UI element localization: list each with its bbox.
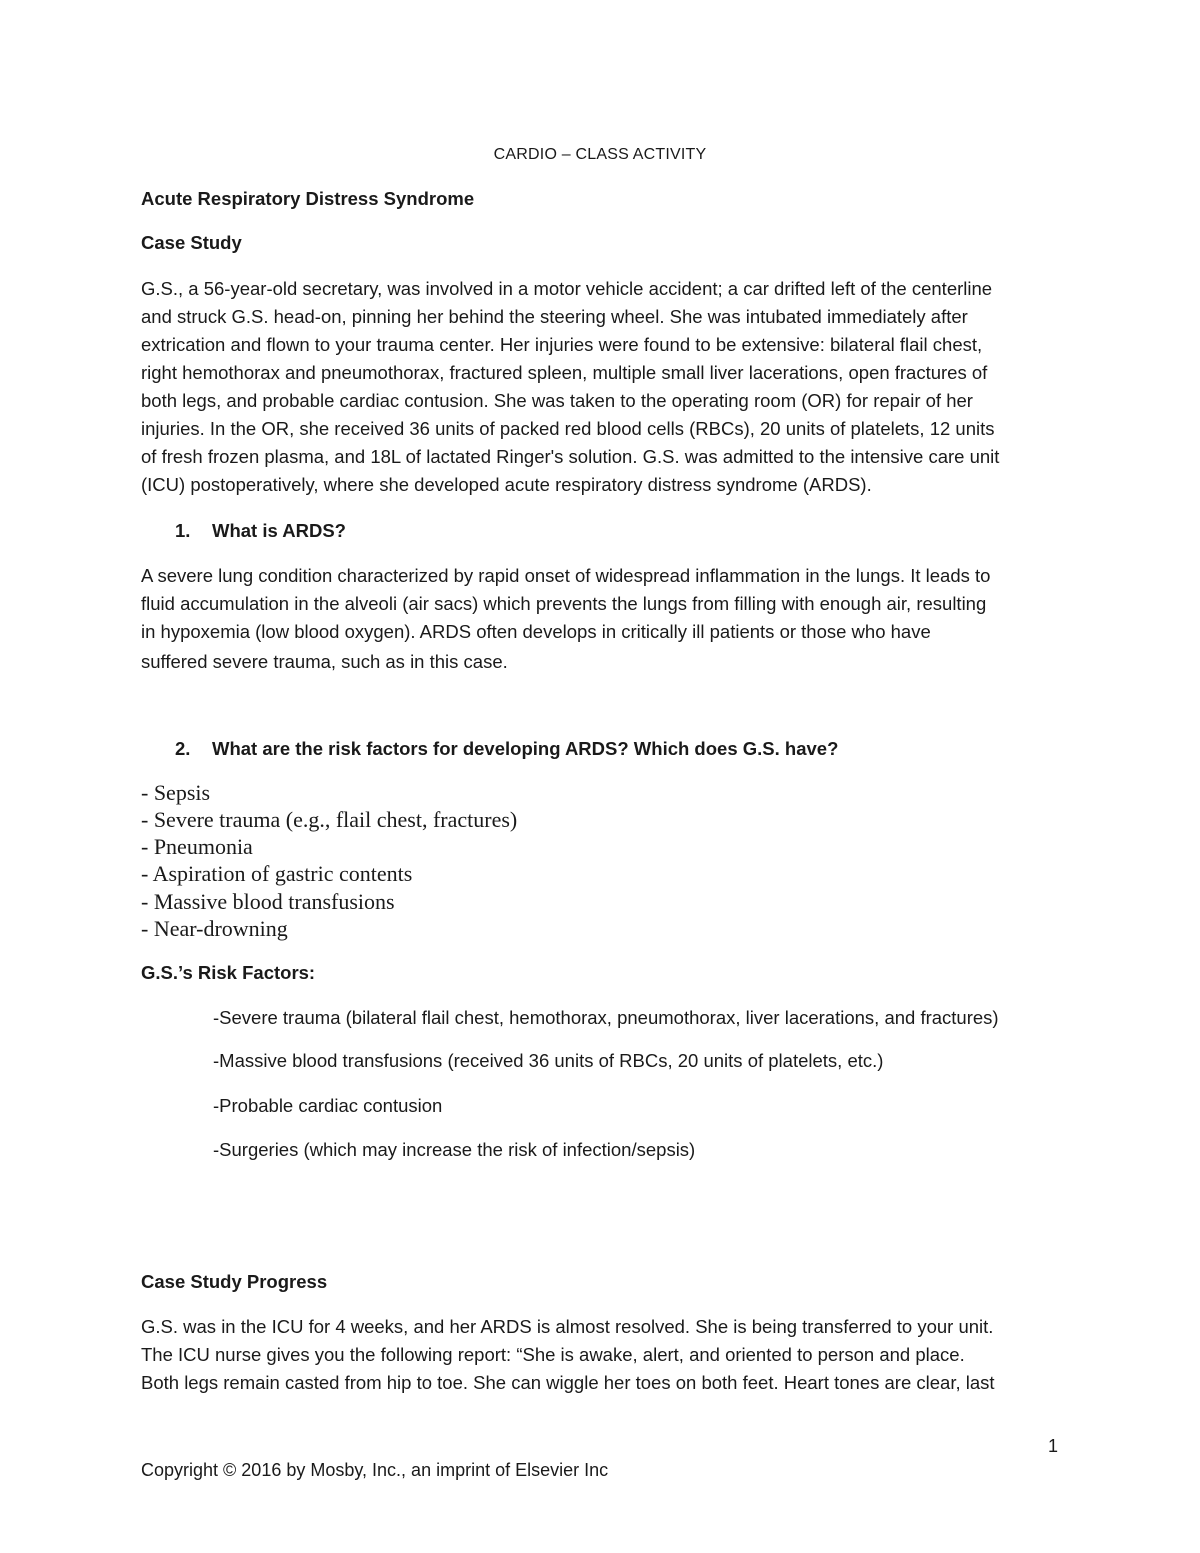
case-study-label: Case Study — [141, 232, 242, 253]
answer-line: A severe lung condition characterized by rapid onset of widespread inflammation in the lungs. It leads to — [141, 565, 991, 586]
progress-line: Both legs remain casted from hip to toe. She can wiggle her toes on both feet. Heart tones are clear, last — [141, 1372, 995, 1393]
answer-line: suffered severe trauma, such as in this case. — [141, 651, 508, 672]
answer-line: in hypoxemia (low blood oxygen). ARDS often develops in critically ill patients or those who have — [141, 621, 931, 642]
case-line: (ICU) postoperatively, where she developed acute respiratory distress syndrome (ARDS). — [141, 474, 872, 495]
list-item: - Pneumonia — [141, 834, 253, 859]
question-1-number: 1. — [175, 520, 191, 541]
progress-heading: Case Study Progress — [141, 1271, 328, 1292]
question-1 — [175, 520, 346, 542]
document-heading: Acute Respiratory Distress Syndrome — [141, 188, 475, 209]
list-item: -Probable cardiac contusion — [213, 1095, 443, 1116]
list-item: - Massive blood transfusions — [141, 889, 395, 914]
list-item: -Severe trauma (bilateral flail chest, hemothorax, pneumothorax, liver lacerations, and fractures) — [213, 1007, 999, 1028]
case-line: extrication and flown to your trauma center. Her injuries were found to be extensive: bilateral flail chest, — [141, 334, 983, 355]
gs-risk-heading: G.S.’s Risk Factors: — [141, 962, 316, 983]
progress-line: G.S. was in the ICU for 4 weeks, and her ARDS is almost resolved. She is being transferred to your unit. — [141, 1316, 994, 1337]
case-line: and struck G.S. head-on, pinning her behind the steering wheel. She was intubated immediately after — [141, 306, 968, 327]
copyright-footer: Copyright © 2016 by Mosby, Inc., an imprint of Elsevier Inc — [141, 1460, 609, 1480]
progress-line: The ICU nurse gives you the following report: “She is awake, alert, and oriented to person and place. — [141, 1344, 965, 1365]
page-title: CARDIO – CLASS ACTIVITY — [493, 146, 707, 163]
case-line: of fresh frozen plasma, and 18L of lactated Ringer's solution. G.S. was admitted to the intensive care unit — [141, 446, 1000, 467]
list-item: -Massive blood transfusions (received 36 units of RBCs, 20 units of platelets, etc.) — [213, 1050, 884, 1071]
case-line: G.S., a 56-year-old secretary, was involved in a motor vehicle accident; a car drifted left of the centerline — [141, 278, 993, 299]
case-line: both legs, and probable cardiac contusion. She was taken to the operating room (OR) for repair of her — [141, 390, 973, 411]
list-item: - Near-drowning — [141, 916, 288, 941]
question-2-text: What are the risk factors for developing ARDS? Which does G.S. have? — [212, 738, 839, 759]
case-line: injuries. In the OR, she received 36 units of packed red blood cells (RBCs), 20 units of platelets, 12 units — [141, 418, 995, 439]
question-2 — [175, 738, 838, 760]
list-item: -Surgeries (which may increase the risk of infection/sepsis) — [213, 1139, 696, 1160]
answer-line: fluid accumulation in the alveoli (air sacs) which prevents the lungs from filling with enough air, resulting — [141, 593, 987, 614]
case-line: right hemothorax and pneumothorax, fractured spleen, multiple small liver lacerations, open fractures of — [141, 362, 988, 383]
question-1-text: What is ARDS? — [212, 520, 346, 541]
page-number: 1 — [1048, 1436, 1059, 1456]
list-item: - Sepsis — [141, 780, 211, 805]
list-item: - Severe trauma (e.g., flail chest, fractures) — [141, 807, 518, 832]
list-item: - Aspiration of gastric contents — [141, 861, 413, 886]
question-2-number: 2. — [175, 738, 191, 759]
